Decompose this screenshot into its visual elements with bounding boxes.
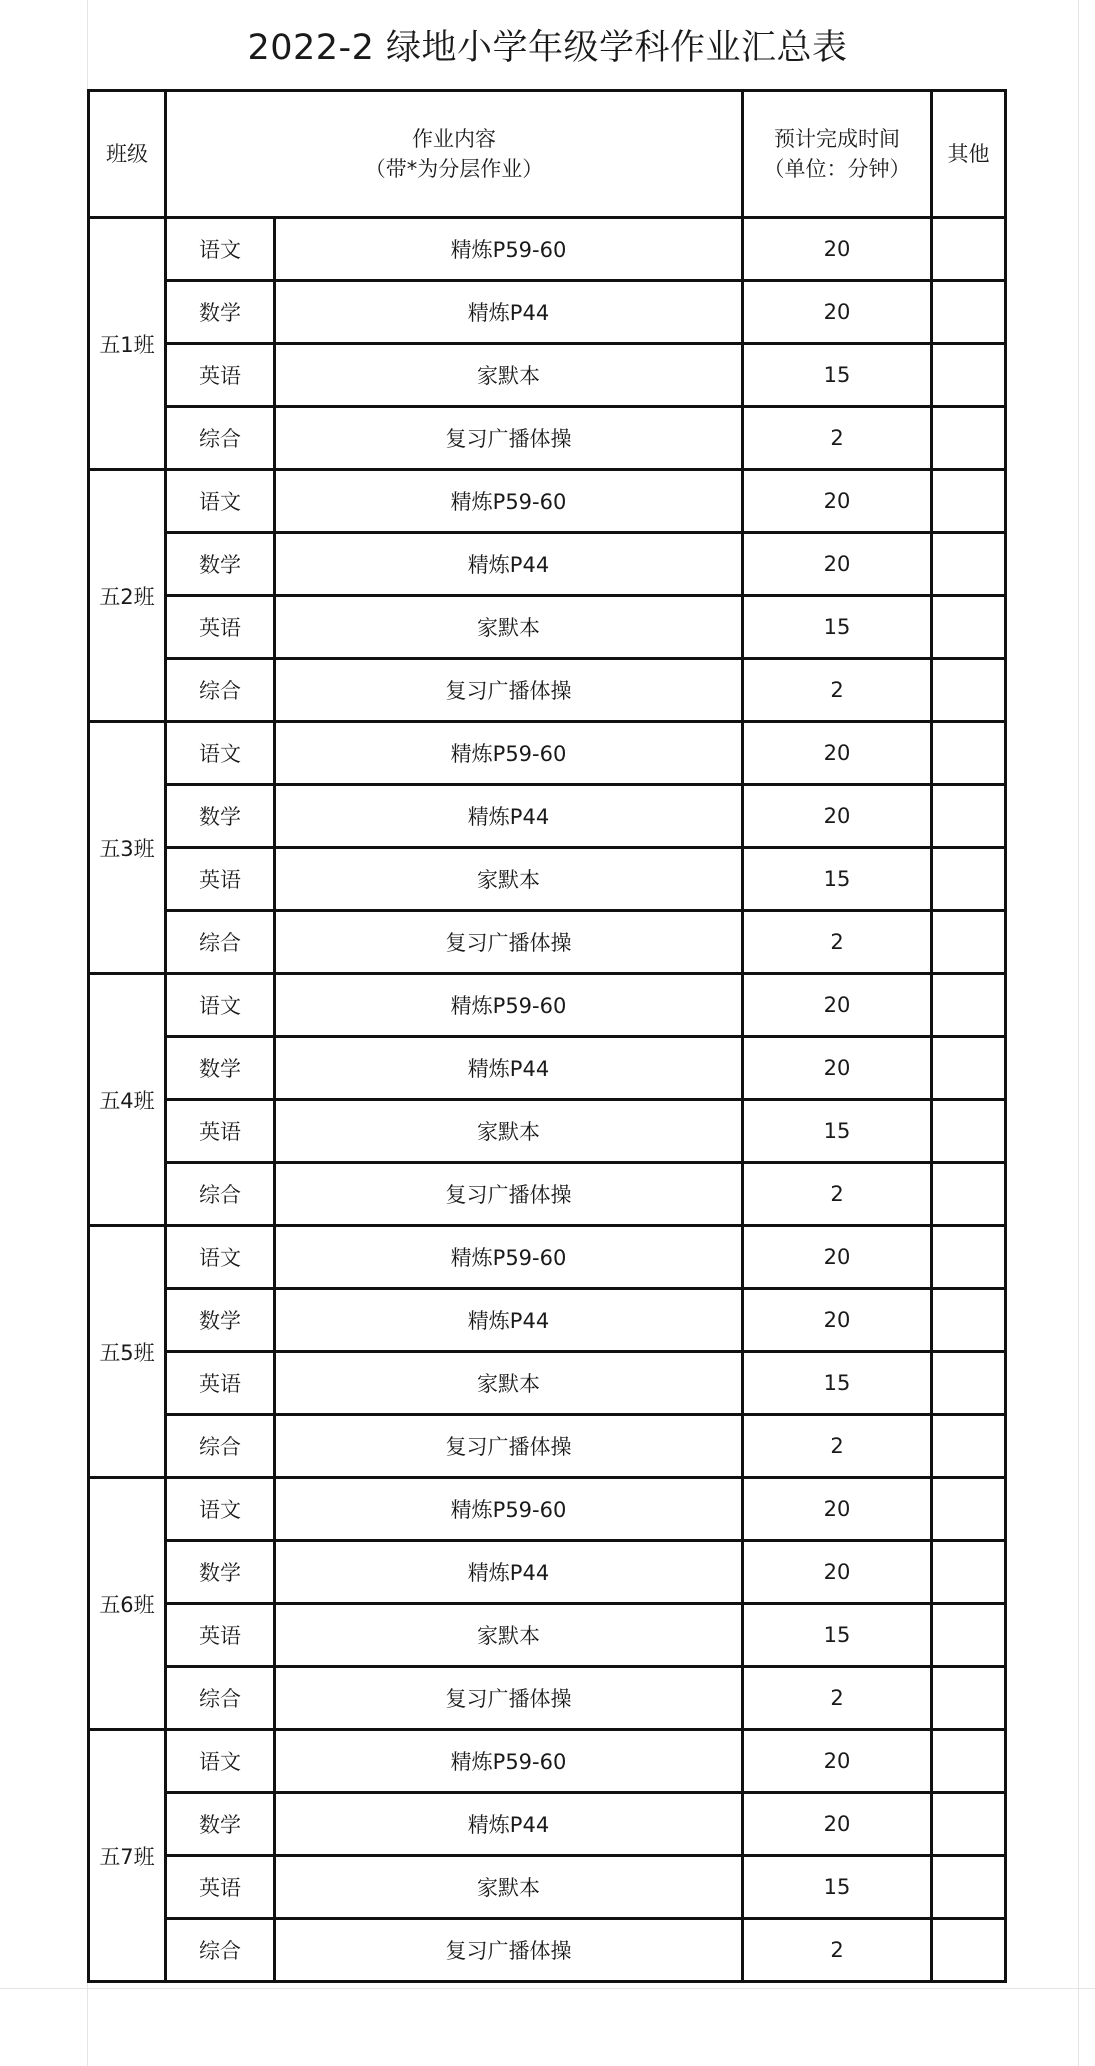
time-cell[interactable]: 20 bbox=[743, 1478, 932, 1541]
subject-cell[interactable]: 综合 bbox=[166, 1919, 275, 1982]
time-cell[interactable]: 15 bbox=[743, 1856, 932, 1919]
content-cell[interactable]: 家默本 bbox=[275, 1352, 743, 1415]
other-cell[interactable] bbox=[932, 281, 1006, 344]
subject-cell[interactable]: 语文 bbox=[166, 722, 275, 785]
other-cell[interactable] bbox=[932, 470, 1006, 533]
content-cell[interactable]: 精炼P44 bbox=[275, 281, 743, 344]
subject-cell[interactable]: 英语 bbox=[166, 1100, 275, 1163]
content-cell[interactable]: 精炼P44 bbox=[275, 1289, 743, 1352]
time-cell[interactable]: 2 bbox=[743, 407, 932, 470]
content-cell[interactable]: 精炼P59-60 bbox=[275, 722, 743, 785]
other-cell[interactable] bbox=[932, 659, 1006, 722]
content-cell[interactable]: 精炼P44 bbox=[275, 533, 743, 596]
class-cell[interactable]: 五1班 bbox=[89, 218, 166, 470]
table-row bbox=[89, 659, 1006, 722]
content-cell[interactable]: 复习广播体操 bbox=[275, 659, 743, 722]
subject-cell[interactable]: 数学 bbox=[166, 1037, 275, 1100]
subject-cell[interactable]: 数学 bbox=[166, 1541, 275, 1604]
table-row bbox=[89, 596, 1006, 659]
subject-cell[interactable]: 数学 bbox=[166, 785, 275, 848]
header-time-line1: 预计完成时间 bbox=[774, 127, 900, 151]
time-cell[interactable]: 2 bbox=[743, 1919, 932, 1982]
subject-cell[interactable]: 英语 bbox=[166, 596, 275, 659]
table-row bbox=[89, 785, 1006, 848]
content-cell[interactable]: 精炼P44 bbox=[275, 785, 743, 848]
content-cell[interactable]: 精炼P59-60 bbox=[275, 974, 743, 1037]
table-row bbox=[89, 1919, 1006, 1982]
time-cell[interactable]: 15 bbox=[743, 1604, 932, 1667]
table-row bbox=[89, 1667, 1006, 1730]
header-class-label: 班级 bbox=[106, 142, 148, 166]
table-row bbox=[89, 1541, 1006, 1604]
time-cell[interactable]: 20 bbox=[743, 1037, 932, 1100]
table-row bbox=[89, 1478, 1006, 1541]
header-content-line1: 作业内容 bbox=[412, 127, 496, 151]
subject-cell[interactable]: 语文 bbox=[166, 1478, 275, 1541]
time-cell[interactable]: 20 bbox=[743, 1226, 932, 1289]
other-cell[interactable] bbox=[932, 911, 1006, 974]
table-row bbox=[89, 1730, 1006, 1793]
table-row bbox=[89, 407, 1006, 470]
time-cell[interactable]: 15 bbox=[743, 344, 932, 407]
content-cell[interactable]: 精炼P59-60 bbox=[275, 1478, 743, 1541]
time-cell[interactable]: 20 bbox=[743, 1730, 932, 1793]
subject-cell[interactable]: 数学 bbox=[166, 1793, 275, 1856]
table-body bbox=[89, 91, 1006, 1982]
table-row bbox=[89, 1289, 1006, 1352]
content-cell[interactable]: 复习广播体操 bbox=[275, 1919, 743, 1982]
content-cell[interactable]: 精炼P44 bbox=[275, 1541, 743, 1604]
time-cell[interactable]: 20 bbox=[743, 785, 932, 848]
content-cell[interactable]: 复习广播体操 bbox=[275, 407, 743, 470]
other-cell[interactable] bbox=[932, 1289, 1006, 1352]
other-cell[interactable] bbox=[932, 218, 1006, 281]
time-cell[interactable]: 15 bbox=[743, 848, 932, 911]
homework-summary-table bbox=[87, 89, 1007, 1983]
table-row bbox=[89, 848, 1006, 911]
header-other-label: 其他 bbox=[947, 142, 990, 166]
header-time-line2: （单位：分钟） bbox=[763, 157, 911, 181]
table-row bbox=[89, 533, 1006, 596]
content-cell[interactable]: 精炼P59-60 bbox=[275, 470, 743, 533]
table-row bbox=[89, 344, 1006, 407]
table-row bbox=[89, 974, 1006, 1037]
subject-cell[interactable]: 语文 bbox=[166, 1730, 275, 1793]
time-cell[interactable]: 20 bbox=[743, 533, 932, 596]
table-row bbox=[89, 1163, 1006, 1226]
other-cell[interactable] bbox=[932, 1541, 1006, 1604]
time-cell[interactable]: 15 bbox=[743, 1100, 932, 1163]
subject-cell[interactable]: 英语 bbox=[166, 1604, 275, 1667]
time-cell[interactable]: 20 bbox=[743, 1793, 932, 1856]
content-cell[interactable]: 精炼P44 bbox=[275, 1793, 743, 1856]
other-cell[interactable] bbox=[932, 1604, 1006, 1667]
other-cell[interactable] bbox=[932, 1667, 1006, 1730]
table-row bbox=[89, 1037, 1006, 1100]
other-cell[interactable] bbox=[932, 533, 1006, 596]
table-row bbox=[89, 911, 1006, 974]
content-cell[interactable]: 家默本 bbox=[275, 596, 743, 659]
class-cell[interactable]: 五7班 bbox=[89, 1730, 166, 1982]
subject-cell[interactable]: 综合 bbox=[166, 1415, 275, 1478]
other-cell[interactable] bbox=[932, 848, 1006, 911]
other-cell[interactable] bbox=[932, 1478, 1006, 1541]
other-cell[interactable] bbox=[932, 785, 1006, 848]
content-cell[interactable]: 复习广播体操 bbox=[275, 1415, 743, 1478]
other-cell[interactable] bbox=[932, 974, 1006, 1037]
subject-cell[interactable]: 数学 bbox=[166, 533, 275, 596]
sheet-gridline-right bbox=[1078, 0, 1079, 2066]
content-cell[interactable]: 精炼P59-60 bbox=[275, 1730, 743, 1793]
subject-cell[interactable]: 英语 bbox=[166, 1352, 275, 1415]
table-row bbox=[89, 218, 1006, 281]
subject-cell[interactable]: 英语 bbox=[166, 344, 275, 407]
time-cell[interactable]: 2 bbox=[743, 659, 932, 722]
header-other[interactable] bbox=[932, 91, 1006, 218]
subject-cell[interactable]: 综合 bbox=[166, 407, 275, 470]
table-row bbox=[89, 281, 1006, 344]
subject-cell[interactable]: 英语 bbox=[166, 1856, 275, 1919]
class-cell[interactable]: 五2班 bbox=[89, 470, 166, 722]
other-cell[interactable] bbox=[932, 1226, 1006, 1289]
class-cell[interactable]: 五5班 bbox=[89, 1226, 166, 1478]
subject-cell[interactable]: 综合 bbox=[166, 911, 275, 974]
other-cell[interactable] bbox=[932, 722, 1006, 785]
content-cell[interactable]: 家默本 bbox=[275, 1856, 743, 1919]
table-row bbox=[89, 1415, 1006, 1478]
time-cell[interactable]: 20 bbox=[743, 974, 932, 1037]
time-cell[interactable]: 2 bbox=[743, 911, 932, 974]
subject-cell[interactable]: 语文 bbox=[166, 1226, 275, 1289]
time-cell[interactable]: 2 bbox=[743, 1163, 932, 1226]
subject-cell[interactable]: 综合 bbox=[166, 1667, 275, 1730]
subject-cell[interactable]: 数学 bbox=[166, 281, 275, 344]
other-cell[interactable] bbox=[932, 1919, 1006, 1982]
content-cell[interactable]: 家默本 bbox=[275, 848, 743, 911]
time-cell[interactable]: 20 bbox=[743, 281, 932, 344]
subject-cell[interactable]: 英语 bbox=[166, 848, 275, 911]
other-cell[interactable] bbox=[932, 407, 1006, 470]
other-cell[interactable] bbox=[932, 1730, 1006, 1793]
table-row bbox=[89, 470, 1006, 533]
class-cell[interactable]: 五6班 bbox=[89, 1478, 166, 1730]
content-cell[interactable]: 家默本 bbox=[275, 344, 743, 407]
other-cell[interactable] bbox=[932, 596, 1006, 659]
content-cell[interactable]: 精炼P59-60 bbox=[275, 1226, 743, 1289]
subject-cell[interactable]: 语文 bbox=[166, 974, 275, 1037]
subject-cell[interactable]: 综合 bbox=[166, 659, 275, 722]
content-cell[interactable]: 复习广播体操 bbox=[275, 911, 743, 974]
content-cell[interactable]: 复习广播体操 bbox=[275, 1667, 743, 1730]
table-row bbox=[89, 1352, 1006, 1415]
other-cell[interactable] bbox=[932, 1352, 1006, 1415]
time-cell[interactable]: 20 bbox=[743, 722, 932, 785]
other-cell[interactable] bbox=[932, 1037, 1006, 1100]
table-row bbox=[89, 1604, 1006, 1667]
sheet-gridline-bottom bbox=[0, 1988, 1095, 1989]
header-content[interactable] bbox=[166, 91, 743, 218]
class-cell[interactable]: 五4班 bbox=[89, 974, 166, 1226]
content-cell[interactable]: 家默本 bbox=[275, 1604, 743, 1667]
time-cell[interactable]: 15 bbox=[743, 596, 932, 659]
table-row bbox=[89, 1856, 1006, 1919]
header-time[interactable] bbox=[743, 91, 932, 218]
other-cell[interactable] bbox=[932, 1415, 1006, 1478]
table-row bbox=[89, 722, 1006, 785]
other-cell[interactable] bbox=[932, 1856, 1006, 1919]
other-cell[interactable] bbox=[932, 1163, 1006, 1226]
time-cell[interactable]: 20 bbox=[743, 1289, 932, 1352]
other-cell[interactable] bbox=[932, 1100, 1006, 1163]
header-row bbox=[89, 91, 1006, 218]
time-cell[interactable]: 15 bbox=[743, 1352, 932, 1415]
time-cell[interactable]: 20 bbox=[743, 470, 932, 533]
time-cell[interactable]: 2 bbox=[743, 1415, 932, 1478]
content-cell[interactable]: 复习广播体操 bbox=[275, 1163, 743, 1226]
subject-cell[interactable]: 综合 bbox=[166, 1163, 275, 1226]
class-cell[interactable]: 五3班 bbox=[89, 722, 166, 974]
other-cell[interactable] bbox=[932, 1793, 1006, 1856]
header-content-line2: （带*为分层作业） bbox=[364, 157, 544, 181]
other-cell[interactable] bbox=[932, 344, 1006, 407]
time-cell[interactable]: 20 bbox=[743, 218, 932, 281]
table-row bbox=[89, 1793, 1006, 1856]
header-class[interactable] bbox=[89, 91, 166, 218]
table-row bbox=[89, 1226, 1006, 1289]
subject-cell[interactable]: 语文 bbox=[166, 470, 275, 533]
subject-cell[interactable]: 语文 bbox=[166, 218, 275, 281]
content-cell[interactable]: 精炼P59-60 bbox=[275, 218, 743, 281]
time-cell[interactable]: 20 bbox=[743, 1541, 932, 1604]
content-cell[interactable]: 家默本 bbox=[275, 1100, 743, 1163]
page-title: 2022-2 绿地小学年级学科作业汇总表 bbox=[247, 28, 848, 68]
content-cell[interactable]: 精炼P44 bbox=[275, 1037, 743, 1100]
table-row bbox=[89, 1100, 1006, 1163]
subject-cell[interactable]: 数学 bbox=[166, 1289, 275, 1352]
time-cell[interactable]: 2 bbox=[743, 1667, 932, 1730]
